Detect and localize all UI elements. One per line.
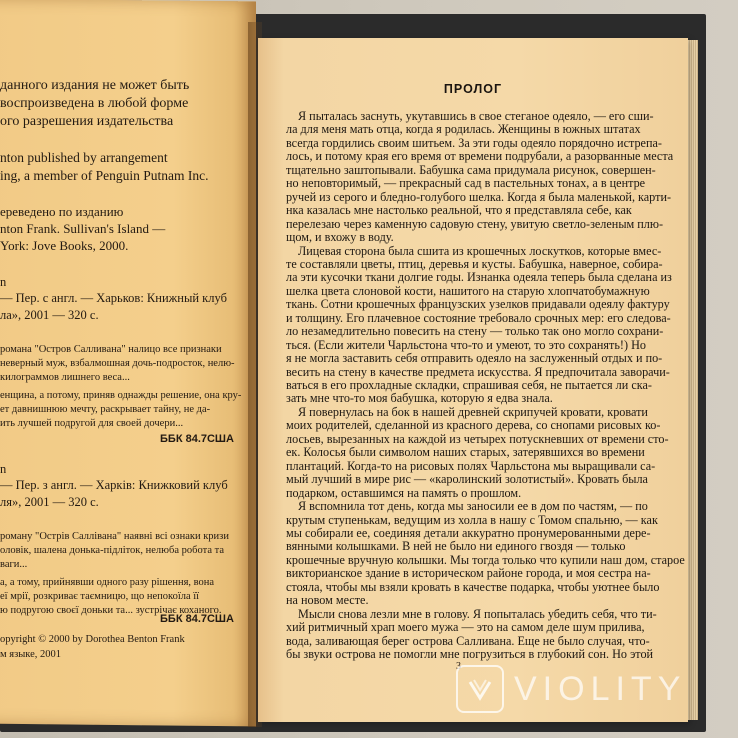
- left-page-line: ет давнишнюю мечту, раскрывает тайну, не да-: [0, 404, 211, 415]
- right-page-line: моих родителей, сделанной из красного дерева, со снопами рисовых ко-: [286, 418, 661, 433]
- left-page-line: оловік, шалена донька-підліток, нелюба робота та: [0, 545, 224, 556]
- right-page-line: ла эти кусочки ткани долгие годы. Изнанка одеяла теперь была сделана из: [286, 270, 672, 285]
- right-page-line: крошечные вручную колышки. Мы тогда только что купили наш дом, старое: [286, 552, 685, 567]
- right-page-line: Я пыталась заснуть, укутавшись в свое стеганое одеяло, — его сши-: [298, 109, 654, 123]
- right-page-line: те составляли цветы, птиц, деревья и кусты. Бабушка, наверное, собира-: [286, 256, 663, 271]
- left-page-line: а, а тому, прийнявши одного разу рішення, вона: [0, 577, 215, 588]
- right-page-line: Мысли снова лезли мне в голову. Я попыталась убедить себя, что ти-: [298, 606, 657, 621]
- right-page-line: но неповторимый, — прекрасный сад в пастельных тонах, а в центре: [286, 176, 646, 191]
- right-page-line: ручей из серого и бледно-голубого шелка. Когда я была маленькой, карти-: [286, 189, 672, 204]
- right-page-line: шелка цвета слоновой кости, нашитого на старую хлопчатобумажную: [286, 283, 650, 298]
- left-page-line: — Пер. з англ. — Харків: Книжковий клуб: [0, 478, 228, 492]
- right-page-line: ло незамедлительно повесить на стену — только так оно могло сохрани-: [286, 324, 664, 339]
- chapter-title: ПРОЛОГ: [443, 82, 503, 96]
- bbk-code: ББК 84.7США: [160, 433, 234, 445]
- right-page-line: весить на стену в качестве предмета искусства. Я предпочитала заворачи-: [286, 364, 670, 379]
- bbk-code: ББК 84.7США: [160, 613, 234, 625]
- left-page-line: ить лучшей подругой для своей дочери...: [0, 418, 184, 429]
- right-page-line: подарком, оставшимся на память о прошлом.: [286, 485, 522, 500]
- page-number: 3: [456, 661, 461, 672]
- right-page-line: стояла, чтобы мы взяли кровать в качестве подарка, чтобы уютнее было: [286, 579, 660, 594]
- left-page-line: килограммов лишнего веса...: [0, 372, 130, 383]
- right-page-line: бы звуки острова не помогли мне погрузиться в глубокий сон. Но этой: [286, 647, 654, 661]
- right-page-line: крутым ступенькам, ведущим из холла в нашу с Томом спальню, — как: [286, 512, 658, 527]
- right-page-line: плантаций. Когда-то на рисовых полях Чарльстона мы выращивали са-: [286, 458, 656, 473]
- left-page-line: York: Jove Books, 2000.: [0, 238, 129, 253]
- right-page-line: Я повернулась на бок в нашей древней скрипучей кровати, кровати: [298, 404, 648, 419]
- left-page-line: ваги...: [0, 559, 28, 570]
- left-page-line: ля», 2001 — 320 с.: [0, 495, 99, 509]
- right-page-line: ткань. Сотни крошечных французских узелков придавали одеялу фактуру: [286, 297, 670, 312]
- right-page-line: ек. Колосья были символом наших старых, затерявшихся во времени: [286, 445, 645, 460]
- right-page-line: Лицевая сторона была сшита из крошечных лоскутков, которые вмес-: [298, 243, 662, 258]
- left-page-line: ереведено по изданию: [0, 204, 124, 219]
- right-page-line: щом, и вхожу в воду.: [286, 230, 394, 245]
- right-page-line: ться. (Если жители Чарльстона что-то и умеют, то это сохранять!) Но: [286, 337, 646, 352]
- right-page-line: и толщину. Его плачевное состояние требовало срочных мер: его следова-: [286, 310, 671, 325]
- right-page-line: лосьев, вырезанных на каждой из четырех потускневших от времени сто-: [286, 431, 669, 446]
- watermark: [456, 665, 686, 713]
- left-page-line: ing, a member of Penguin Putnam Inc.: [0, 168, 209, 183]
- right-page-line: ла для меня мать отца, когда я родилась. Женщины в южных штатах: [286, 122, 641, 137]
- right-page-line: всегда гордились своим шитьем. За эти годы одеяло порядочно истрепа-: [286, 135, 662, 150]
- right-page-line: на новом месте.: [286, 593, 369, 608]
- left-page-line: nton Frank. Sullivan's Island —: [0, 221, 166, 236]
- left-page-line: ого разрешения издательства: [0, 114, 174, 129]
- left-page-line: ла», 2001 — 320 с.: [0, 308, 99, 322]
- left-page-line: роману "Острів Салліванa" наявні всі ознаки кризи: [0, 531, 229, 542]
- right-page-line: зать мне что-то моя бабушка, которую я едва знала.: [286, 391, 553, 406]
- right-page-line: мы собирали ее, соединяя детали аккуратно пронумерованными дере-: [286, 525, 651, 540]
- violity-logo-icon: [456, 665, 504, 713]
- watermark-text: VIOLITY: [514, 669, 687, 708]
- right-page-line: хий ритмичный храп моего мужа — это на самом деле шум прилива,: [286, 620, 645, 635]
- left-page-line: воспроизведена в любой форме: [0, 96, 189, 111]
- right-page-line: викторианское здание в историческом районе города, и моя сестра на-: [286, 566, 651, 581]
- left-page-line: м языке, 2001: [0, 649, 62, 660]
- right-page-line: вянными колышками. В ней не было ни единого гвоздя — только: [286, 539, 626, 554]
- left-page-line: данного издания не может быть: [0, 78, 190, 93]
- right-page-line: вода, заливающая берег острова Салливана. Еще не было случая, что-: [286, 633, 650, 648]
- right-page-line: нка казалась мне настолько реальной, что я представляла себе, как: [286, 203, 632, 218]
- left-page-line: еї мрії, розкриває таємницю, що непокоїла її: [0, 591, 200, 602]
- right-page-line: Я вспомнила тот день, когда мы заносили ее в дом по частям, — по: [298, 499, 648, 514]
- right-page-line: я не могла заставить себя отправить одеяло на заслуженный отдых и по-: [286, 351, 663, 366]
- right-page-line: лось, и потому края его время от времени подрубали, а разорванные места: [286, 149, 674, 164]
- left-page-line: — Пер. с англ. — Харьков: Книжный клуб: [0, 291, 227, 305]
- left-page-line: n: [0, 275, 7, 289]
- right-page-line: перелезаю через каменную садовую стену, увитую светло-зеленым плю-: [286, 216, 664, 231]
- left-page-line: opyright © 2000 by Dorothea Benton Frank: [0, 634, 185, 645]
- right-page-line: ваться в его прохладные складки, спрашивая себя, не пытается ли ска-: [286, 378, 652, 392]
- left-page-line: nton published by arrangement: [0, 150, 168, 165]
- left-page-line: романа "Остров Салливана" налицо все признаки: [0, 344, 222, 355]
- left-page-line: неверный муж, взбалмошная дочь-подросток, нелю-: [0, 358, 235, 369]
- left-page-line: енщина, а потому, приняв однажды решение, она кру-: [0, 390, 242, 401]
- left-page-text: [0, 0, 260, 738]
- right-page-line: тщательно заштопывали. Бабушка сама придумала рисунок, совершен-: [286, 162, 656, 177]
- right-page-line: мый лучший в мире рис — «каролинский золотистый». Кровать была: [286, 472, 648, 487]
- left-page-line: n: [0, 462, 7, 476]
- left-page-line: ю подругою своєї доньки та... зустрічає коханого.: [0, 605, 222, 616]
